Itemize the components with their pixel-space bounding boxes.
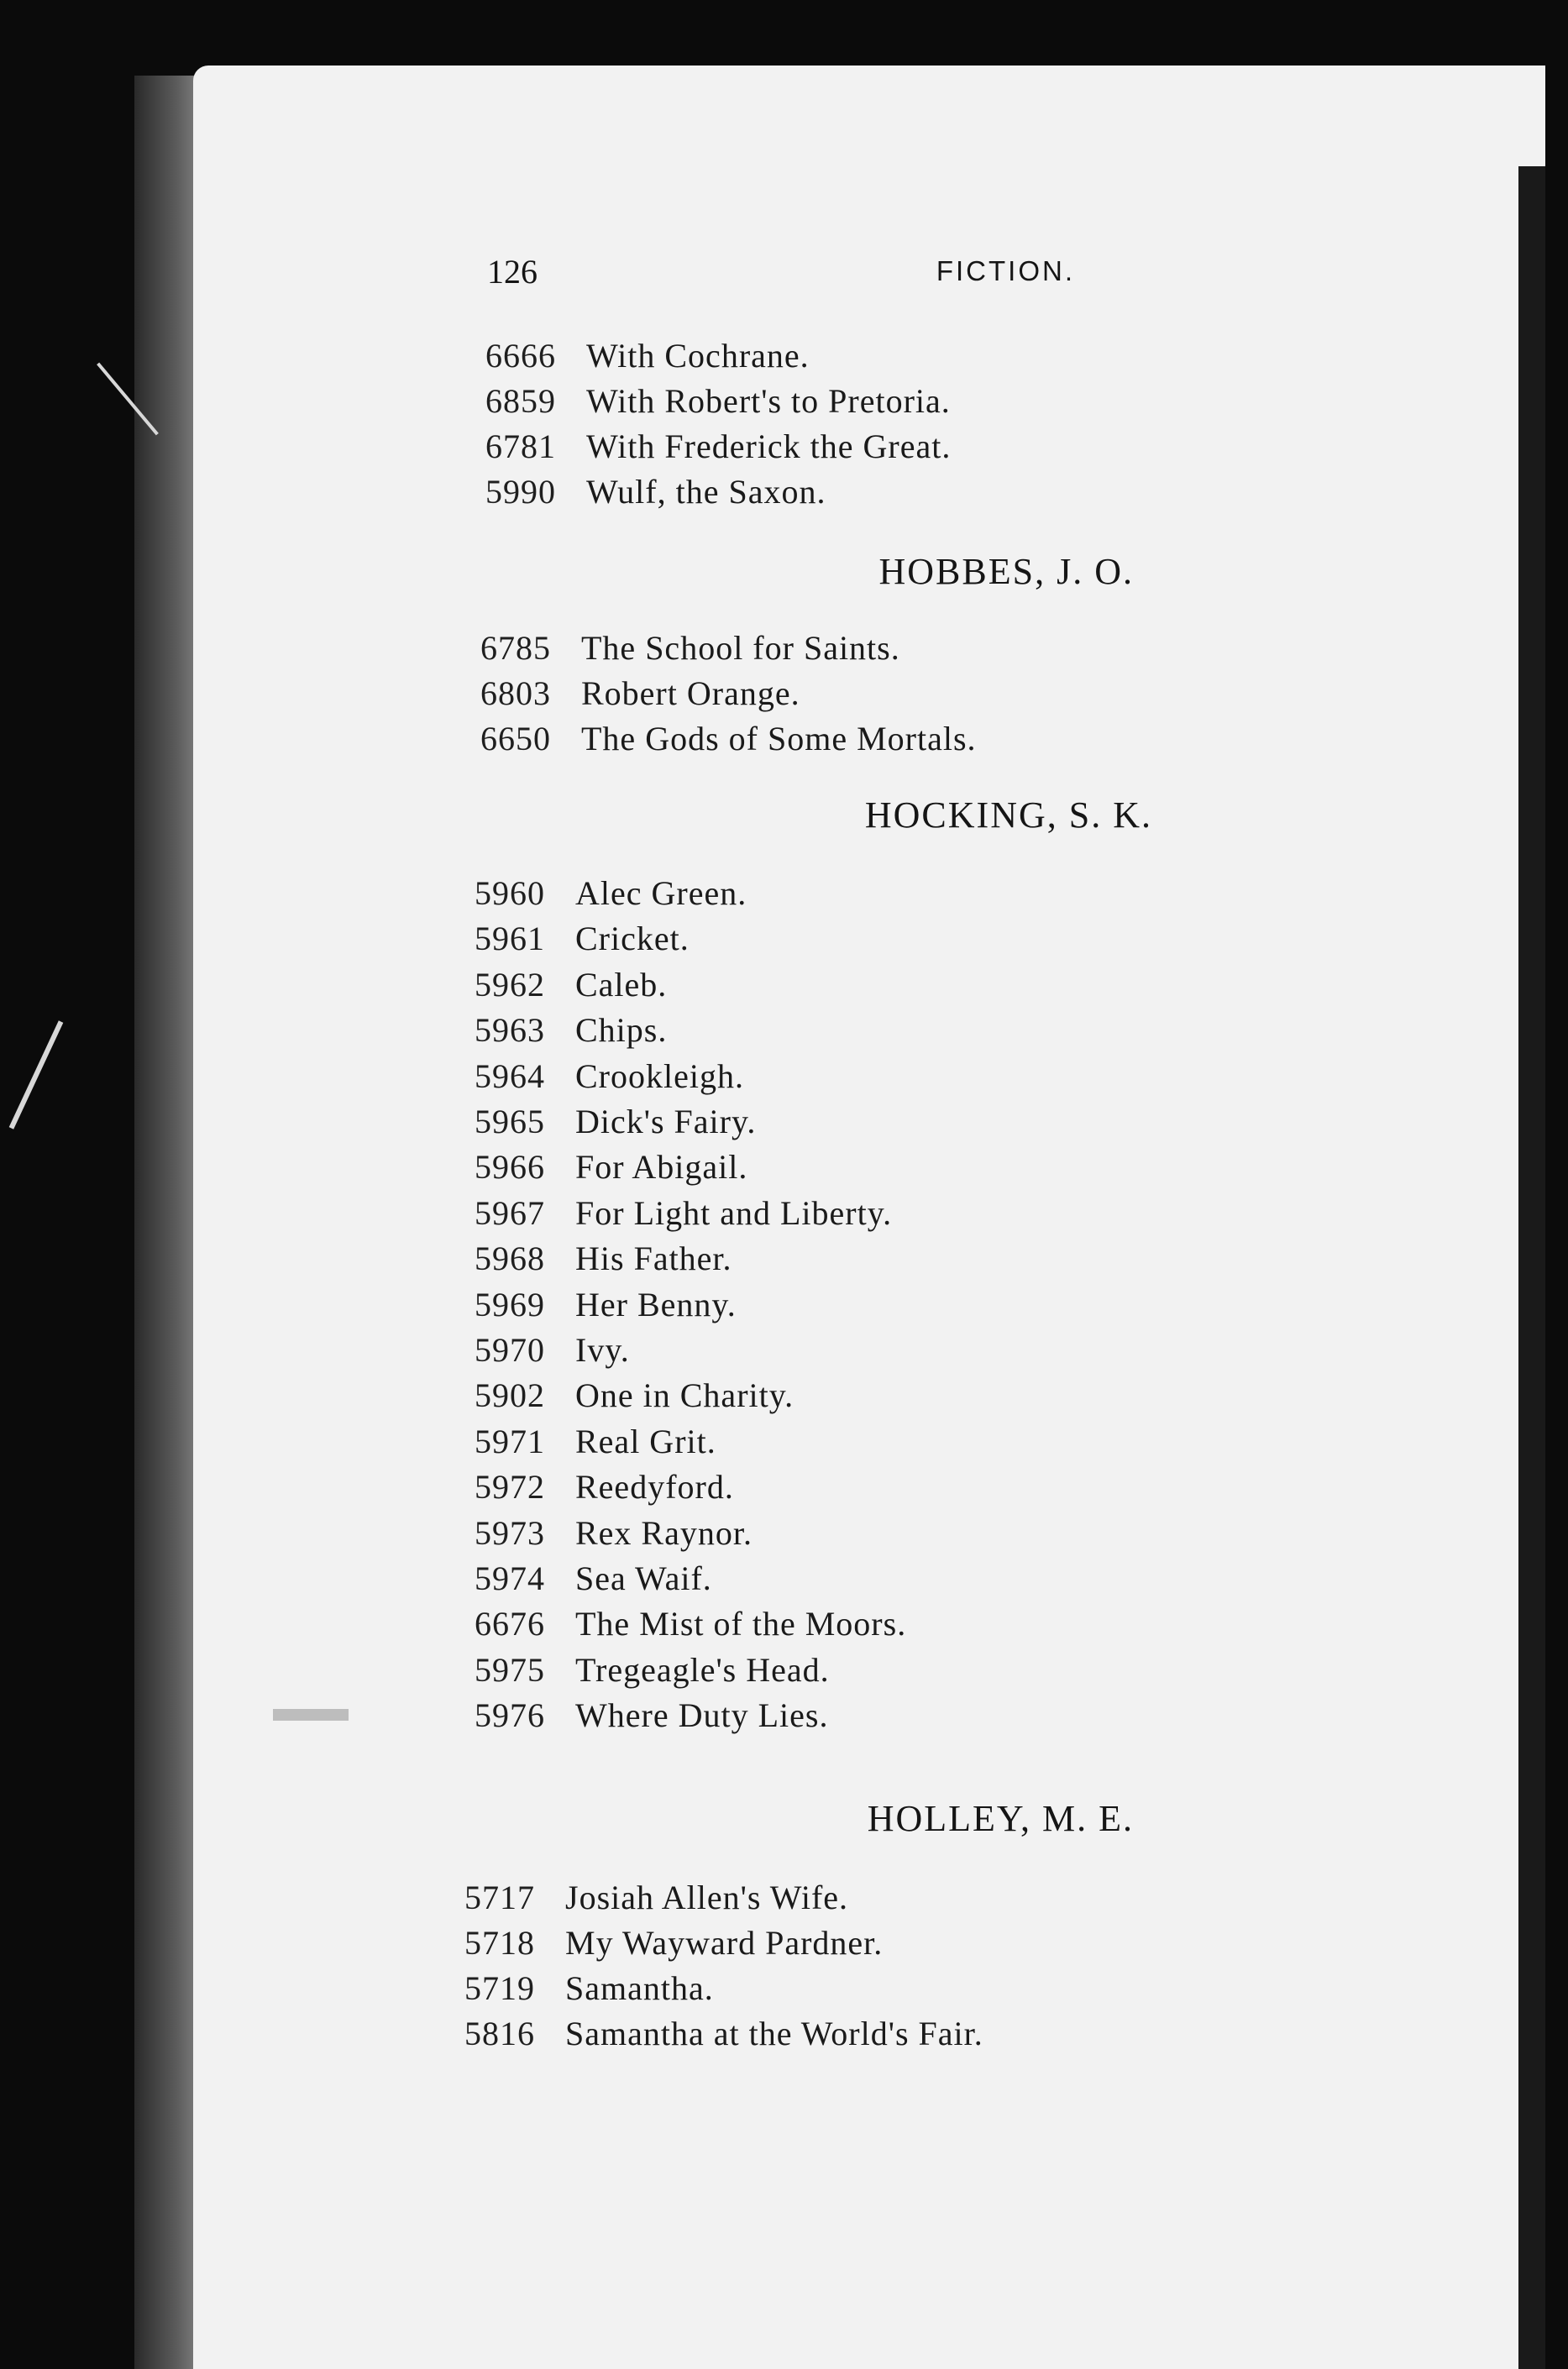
catalog-entry	[475, 1056, 744, 1100]
call-number: 5718	[464, 1924, 535, 1962]
book-title: His Father.	[575, 1240, 732, 1277]
book-title: For Light and Liberty.	[575, 1194, 893, 1232]
book-title: Samantha at the World's Fair.	[565, 2015, 983, 2052]
catalog-entry	[475, 1467, 734, 1511]
catalog-entry	[475, 1604, 906, 1648]
catalog-entry	[475, 1376, 794, 1419]
book-title: My Wayward Pardner.	[565, 1924, 884, 1962]
catalog-entry	[475, 1147, 747, 1191]
call-number: 5976	[475, 1696, 545, 1734]
call-number: 6781	[485, 427, 556, 465]
book-title: With Robert's to Pretoria.	[586, 382, 951, 420]
catalog-entry	[475, 1010, 667, 1054]
call-number: 5973	[475, 1514, 545, 1552]
author-heading: HOBBES, J. O.	[878, 551, 1134, 592]
running-head	[487, 252, 1075, 294]
book-title: One in Charity.	[575, 1376, 794, 1414]
smudge-mark	[273, 1709, 349, 1721]
catalog-entry	[475, 1513, 753, 1557]
book-title: Caleb.	[575, 966, 668, 1004]
call-number: 5717	[464, 1879, 535, 1916]
catalog-entry	[480, 673, 800, 717]
catalog-entry	[485, 336, 810, 380]
book-title: Wulf, the Saxon.	[586, 473, 826, 511]
call-number: 5970	[475, 1331, 545, 1369]
catalog-entry	[475, 1285, 737, 1329]
film-scratch	[9, 1020, 64, 1129]
call-number: 6785	[480, 629, 551, 667]
catalog-entry	[475, 873, 747, 917]
call-number: 6666	[485, 337, 556, 375]
call-number: 5974	[475, 1559, 545, 1597]
call-number: 5968	[475, 1240, 545, 1277]
call-number: 5902	[475, 1376, 545, 1414]
call-number: 5971	[475, 1423, 545, 1460]
book-title: Tregeagle's Head.	[575, 1651, 830, 1689]
catalog-entry	[475, 919, 690, 962]
catalog-entry	[464, 1923, 883, 1967]
catalog-entry	[464, 1968, 714, 2012]
call-number: 5969	[475, 1286, 545, 1323]
book-title: With Frederick the Great.	[586, 427, 952, 465]
author-heading: HOCKING, S. K.	[864, 794, 1152, 836]
page-number: 126	[487, 253, 538, 291]
catalog-entry	[475, 965, 667, 1009]
catalog-entry	[475, 1696, 828, 1739]
catalog-entry	[475, 1239, 732, 1282]
book-title: Rex Raynor.	[575, 1514, 753, 1552]
call-number: 6859	[485, 382, 556, 420]
call-number: 5972	[475, 1468, 545, 1506]
section-title: FICTION.	[936, 255, 1075, 286]
book-title: Dick's Fairy.	[575, 1103, 757, 1140]
catalog-entry	[485, 427, 951, 470]
catalog-entry	[475, 1559, 712, 1602]
page-shadow-edge	[1518, 166, 1545, 2369]
book-title: Where Duty Lies.	[575, 1696, 829, 1734]
call-number: 6803	[480, 674, 551, 712]
catalog-entry	[475, 1650, 830, 1694]
book-title: Crookleigh.	[575, 1057, 744, 1095]
book-title: Sea Waif.	[575, 1559, 712, 1597]
catalog-entry	[475, 1193, 892, 1237]
book-title: Samantha.	[565, 1969, 714, 2007]
call-number: 6676	[475, 1605, 545, 1643]
catalog-entry	[485, 472, 826, 516]
book-title: With Cochrane.	[586, 337, 810, 375]
call-number: 5961	[475, 920, 545, 957]
book-title: The School for Saints.	[581, 629, 900, 667]
book-title: Real Grit.	[575, 1423, 716, 1460]
book-title: The Gods of Some Mortals.	[581, 720, 977, 757]
catalog-entry	[480, 719, 977, 763]
call-number: 5975	[475, 1651, 545, 1689]
call-number: 5960	[475, 874, 545, 912]
book-title: Her Benny.	[575, 1286, 737, 1323]
book-title: Reedyford.	[575, 1468, 734, 1506]
catalog-entry	[485, 381, 951, 425]
book-title: Ivy.	[575, 1331, 630, 1369]
call-number: 5963	[475, 1011, 545, 1049]
catalog-entry	[480, 628, 900, 672]
catalog-entry	[475, 1102, 756, 1145]
call-number: 5967	[475, 1194, 545, 1232]
catalog-entry	[464, 1878, 848, 1921]
book-title: Robert Orange.	[581, 674, 800, 712]
call-number: 5964	[475, 1057, 545, 1095]
call-number: 5962	[475, 966, 545, 1004]
call-number: 5816	[464, 2015, 535, 2052]
book-title: Chips.	[575, 1011, 668, 1049]
call-number: 5966	[475, 1148, 545, 1186]
author-heading: HOLLEY, M. E.	[867, 1798, 1134, 1839]
catalog-entry	[475, 1330, 630, 1374]
catalog-entry	[464, 2014, 983, 2057]
book-title: For Abigail.	[575, 1148, 748, 1186]
catalog-entry	[475, 1422, 716, 1465]
call-number: 5965	[475, 1103, 545, 1140]
call-number: 5990	[485, 473, 556, 511]
book-title: Alec Green.	[575, 874, 747, 912]
book-title: Cricket.	[575, 920, 690, 957]
book-title: Josiah Allen's Wife.	[565, 1879, 849, 1916]
call-number: 5719	[464, 1969, 535, 2007]
book-title: The Mist of the Moors.	[575, 1605, 907, 1643]
call-number: 6650	[480, 720, 551, 757]
